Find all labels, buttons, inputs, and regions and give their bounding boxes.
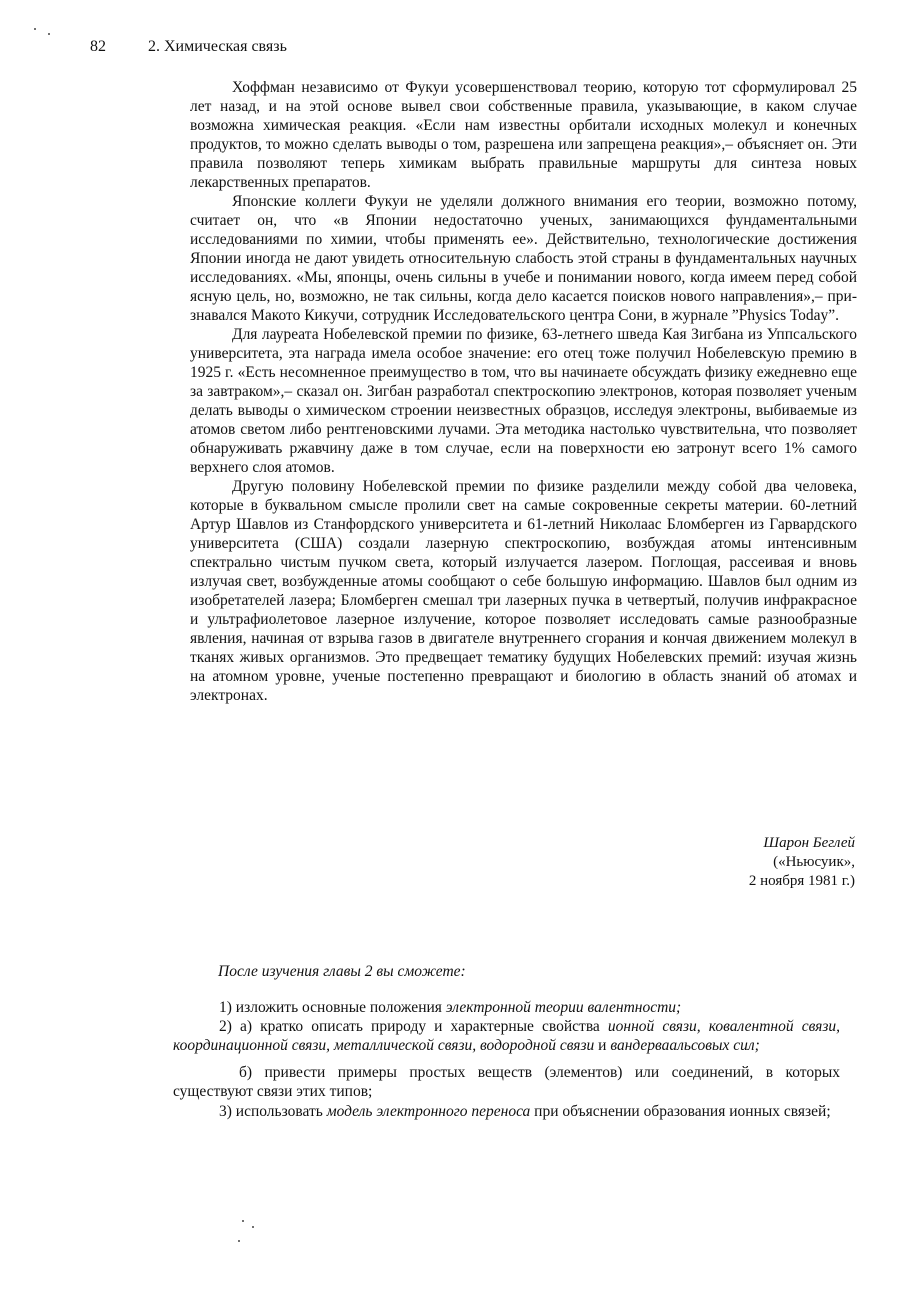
- article-paragraph: Хоффман независимо от Фукуи усовершенствовал теорию, которую тот сформулировал 25 лет назад, и на этой основе вывел свои собственные правила, указывающие, в каком случае возможна химическая реакция. «Если нам известны орбитали исходных молекул и конечных продуктов, то можно сделать выводы о том, разрешена или запрещена реакция»,– объясняет он. Эти правила позволяют теперь химикам выбрать правильные маршруты для синтеза новых лекарственных препаратов.: [190, 79, 857, 191]
- goals-title: После изучения главы 2 вы сможете:: [218, 963, 466, 980]
- goal-term: модель электронного переноса: [326, 1103, 531, 1120]
- goal-item: [173, 1102, 840, 1121]
- scan-speck: [252, 1226, 254, 1228]
- page-header: [90, 38, 287, 56]
- goal-term: электронной теории валентности;: [445, 999, 682, 1016]
- signature-source: («Ньюсуик»,: [773, 854, 855, 870]
- learning-goals: [173, 998, 840, 1121]
- scan-speck: [34, 28, 36, 30]
- goal-item: б) привести примеры простых веществ (элементов) или соединений, в которых существуют связи этих типов;: [173, 1064, 840, 1100]
- article-paragraph: Японские коллеги Фукуи не уделяли должного внимания его теории, возможно потому, считает он, что «в Японии недостаточно ученых, занимающихся фундаментальными исследованиями по химии, чтобы применять ее». Действительно, технологические достижения Японии иногда не дают увидеть относительную слабость этой страны в фундаментальных научных исследованиях. «Мы, японцы, очень сильны в учебе и понимании нового, когда имеем перед собой ясную цель, но, возможно, не так сильны, когда дело касается поисков нового направления»,– признавался Макото Кикучи, сотрудник Исследовательского центра Сони, в журнале ”Physics Today”.: [190, 193, 857, 324]
- scan-speck: [242, 1220, 244, 1222]
- goal-text: 3) использовать: [219, 1103, 327, 1120]
- goal-text: 2) а) кратко описать природу и характерные свойства: [219, 1018, 608, 1035]
- goal-text: и: [594, 1037, 611, 1054]
- scan-speck: [48, 33, 50, 35]
- article-body: [190, 78, 857, 705]
- goal-item: [173, 1017, 840, 1055]
- goal-text: при объяснении образования ионных связей;: [530, 1103, 831, 1120]
- signature-author: Шарон Беглей: [763, 835, 855, 851]
- scan-speck: [238, 1240, 240, 1242]
- signature-date: 2 ноября 1981 г.): [748, 873, 855, 889]
- article-paragraph: Другую половину Нобелевской премии по физике разделили между собой два человека, которые в буквальном смысле пролили свет на самые сокровенные секреты материи. 60-летний Артур Шавлов из Станфордского университета и 61-летний Николаас Бломберген из Гарвардского университета (США) создали лазерную спектроскопию, возбуждая атомы интенсивным спектрально чистым пучком света, который излучается лазером. Поглощая, рассеивая и вновь излучая свет, возбужденные атомы сообщают о себе большую информацию. Шавлов был одним из изобретателей лазера; Бломберген смешал три лазерных пучка в четвертый, получив инфракрасное и ультрафиолетовое лазерное излучение, которое позволяет исследовать самые разнообразные явления, начиная от взрыва газов в двигателе внутреннего сгорания и кончая движением молекул в тканях живых организмов. Это предвещает тематику будущих Нобелевских премий: изучая жизнь на атомном уровне, ученые постепенно превращают и биологию в область знаний об атомах и электронах.: [190, 478, 857, 704]
- goal-item: [173, 998, 840, 1017]
- goal-text: 1) изложить основные положения: [219, 999, 446, 1016]
- page-number: 82: [90, 38, 106, 55]
- goal-term: вандерваальсовых сил;: [610, 1037, 760, 1054]
- goal-term: ионной связи, ковалентной связи, координационной связи, металлической связи, водородной связи: [173, 1018, 840, 1054]
- article-signature: [749, 834, 855, 891]
- article-paragraph: Для лауреата Нобелевской премии по физике, 63-летнего шведа Кая Зигбана из Уппсальского университета, эта награда имела особое значение: его отец тоже получил Нобелевскую премию в 1925 г. «Есть несомненное преимущество в том, что вы начинаете обсуждать физику ежедневно еще за завтраком»,– сказал он. Зигбан разработал спектроскопию электронов, которая позволяет ученым делать выводы о химическом строении неизвестных образцов, исследуя электроны, выбиваемые из атомов светом либо рентгеновскими лучами. Эта методика настолько чувствительна, что позволяет обнаруживать ржавчину даже в том случае, если на поверхности ею затронут всего 1% самого верхнего слоя атомов.: [190, 326, 857, 476]
- chapter-title: 2. Химическая связь: [148, 38, 287, 55]
